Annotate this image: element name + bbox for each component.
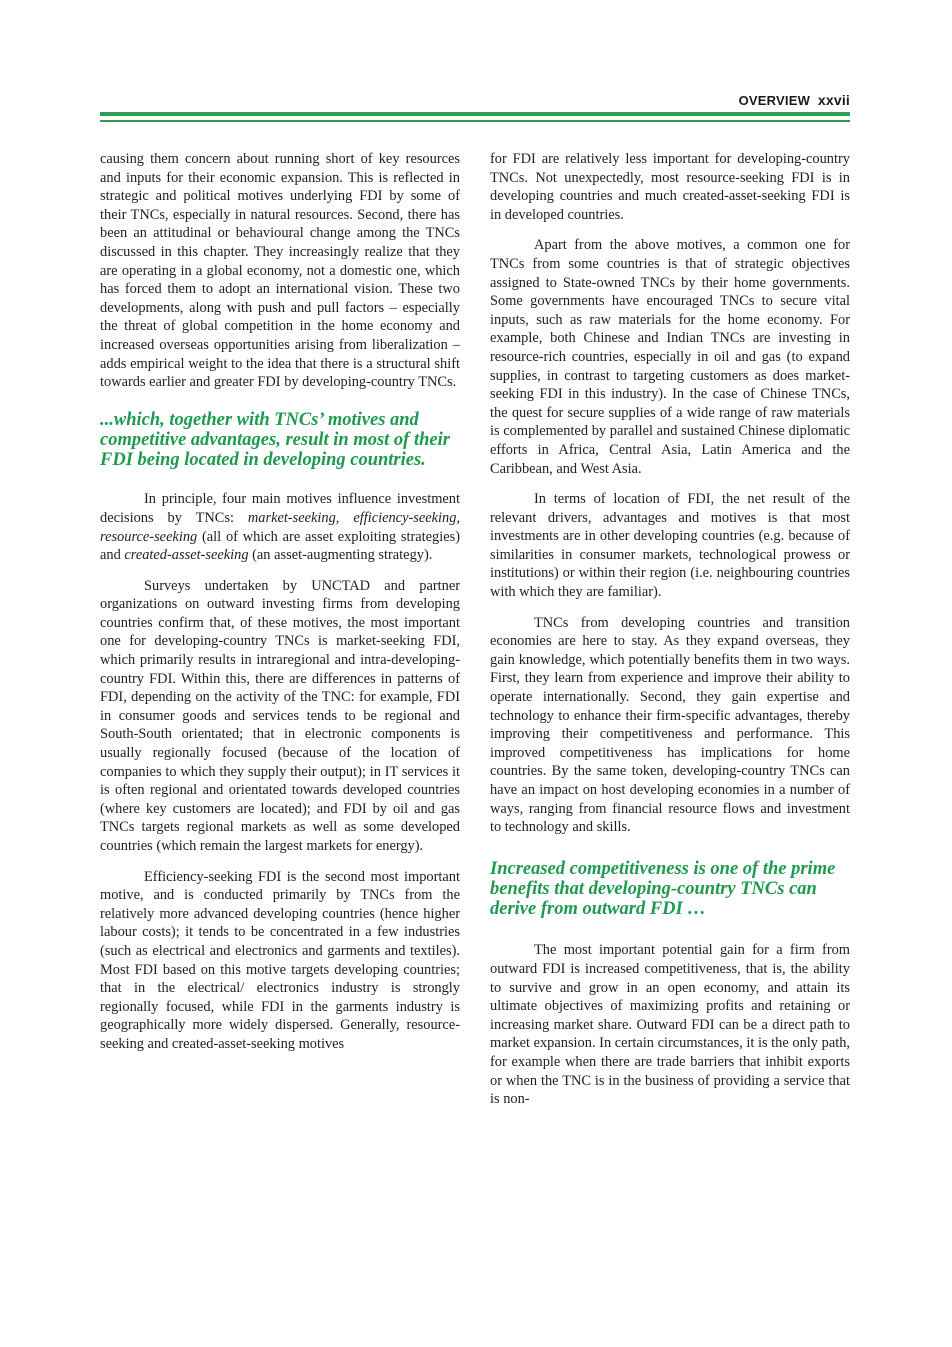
paragraph-continued: causing them concern about running short of key resources and inputs for their economic expansion. This is reflected in strategic and political motives underlying FDI by some of their TNCs, especially in natural resources. Second, there has been an attitudinal or behavioural change among the TNCs discussed in this chapter. They increasingly realize that they are operating in a global economy, not a domestic one, which has forced them to adopt an international vision. These two developments, along with push and pull factors – especially the threat of global competition in the home economy and increased overseas opportunities arising from liberalization – adds empirical weight to the idea that there is a structural shift towards earlier and greater FDI by developing-country TNCs. xyxy=(100,151,460,391)
page-number: xxvii xyxy=(817,92,850,108)
paragraph-continued-right: for FDI are relatively less important for developing-country TNCs. Not unexpectedly, most resource-seeking FDI is in developing countries and much created-asset-seeking FDI is in developed countries. xyxy=(490,151,850,223)
paragraph-location: In terms of location of FDI, the net result of the relevant drivers, advantages and motives is that most investments are in other developing countries (e.g. because of similarities in consumer markets, technological prowess or institutions) or within their region (i.e. neighbouring countries with which they are familiar). xyxy=(490,491,850,601)
emphasis-motives: market-seeking, efficiency-seeking, resource-seeking xyxy=(100,509,460,545)
paragraph-competitiveness: The most important potential gain for a firm from outward FDI is increased competitiveness, that is, the ability to survive and grow in an open economy, and attain its ultimate objectives of maximizing profits and retaining or increasing market share. Outward FDI can be a direct path to market expansion. In certain circumstances, it is the only path, for example when there are trade barriers that inhibit exports or when the TNC is in the business of providing a service that is non- xyxy=(490,942,850,1108)
paragraph-strategic-objectives: Apart from the above motives, a common one for TNCs from some countries is that of strategic objectives assigned to State-owned TNCs by their home governments. Some governments have encouraged TNCs to secure vital inputs, such as raw materials for the home economy. For example, both Chinese and Indian TNCs are investing in resource-rich countries, especially in oil and gas (to expand supplies, in contrast to targeting customers as does market-seeking FDI in this industry). In the case of Chinese TNCs, the quest for secure supplies of a wide range of raw materials is complemented by parallel and sustained Chinese diplomatic efforts in Africa, Central Asia, Latin America and the Caribbean, and West Asia. xyxy=(490,237,850,477)
paragraph-motives: In principle, four main motives influence investment decisions by TNCs: market-seeking, efficiency-seeking, resource-seeking (all of which are asset exploiting strategies) and created-asset-seeking (an asset-augmenting strategy). xyxy=(100,491,460,564)
section-heading-competitiveness: Increased competitiveness is one of the prime benefits that developing-country TNCs can derive from outward FDI … xyxy=(490,858,836,920)
paragraph-here-to-stay: TNCs from developing countries and transition economies are here to stay. As they expand overseas, they gain knowledge, which potentially benefits them in two ways. First, they learn from experience and improve their ability to operate internationally. Second, they gain expertise and technology to enhance their firm-specific advantages, thereby improving their competitiveness and performance. This improved competitiveness has implications for home countries. By the same token, developing-country TNCs can have an impact on host developing economies in a number of ways, ranging from financial resource flows and investment to technology and skills. xyxy=(490,614,850,836)
section-heading: ...which, together with TNCs’ motives and competitive advantages, result in most of their FDI being located in developing countries. xyxy=(100,409,450,471)
paragraph-surveys: Surveys undertaken by UNCTAD and partner organizations on outward investing firms from developing countries confirm that, of these motives, the most important one for developing-country TNCs is market-seeking FDI, which primarily results in intraregional and intra-developing-country FDI. Within this, there are differences in patterns of FDI, depending on the activity of the TNC: for example, FDI in consumer goods and services tends to be regional and South-South orientated; that in electronic components is usually regionally focused (because of the location of companies to which they supply their output); in IT services it is often regional and orientated towards developed countries (where key customers are located); and FDI by oil and gas TNCs targets regional markets as well as some developed countries (which remain the largest markets for energy). xyxy=(100,577,460,855)
section-title: OVERVIEW xyxy=(738,93,811,108)
header-rule-thin xyxy=(100,120,850,122)
paragraph-efficiency: Efficiency-seeking FDI is the second most important motive, and is conducted primarily by TNCs from the relatively more advanced developing countries (hence higher labour costs); it tends to be concentrated in a few industries (such as electrical and electronics and garments and textiles). Most FDI based on this motive targets developing countries; that in the electrical/ electronics industry is strongly regionally focused, while FDI in the garments industry is geographically more widely dispersed. Generally, resource-seeking and created-asset-seeking motives xyxy=(100,868,460,1052)
right-column xyxy=(490,150,850,1121)
header-rule-thick xyxy=(100,112,850,116)
running-header xyxy=(739,92,850,108)
emphasis-created-asset: created-asset-seeking xyxy=(124,547,249,564)
left-column xyxy=(100,150,460,1066)
